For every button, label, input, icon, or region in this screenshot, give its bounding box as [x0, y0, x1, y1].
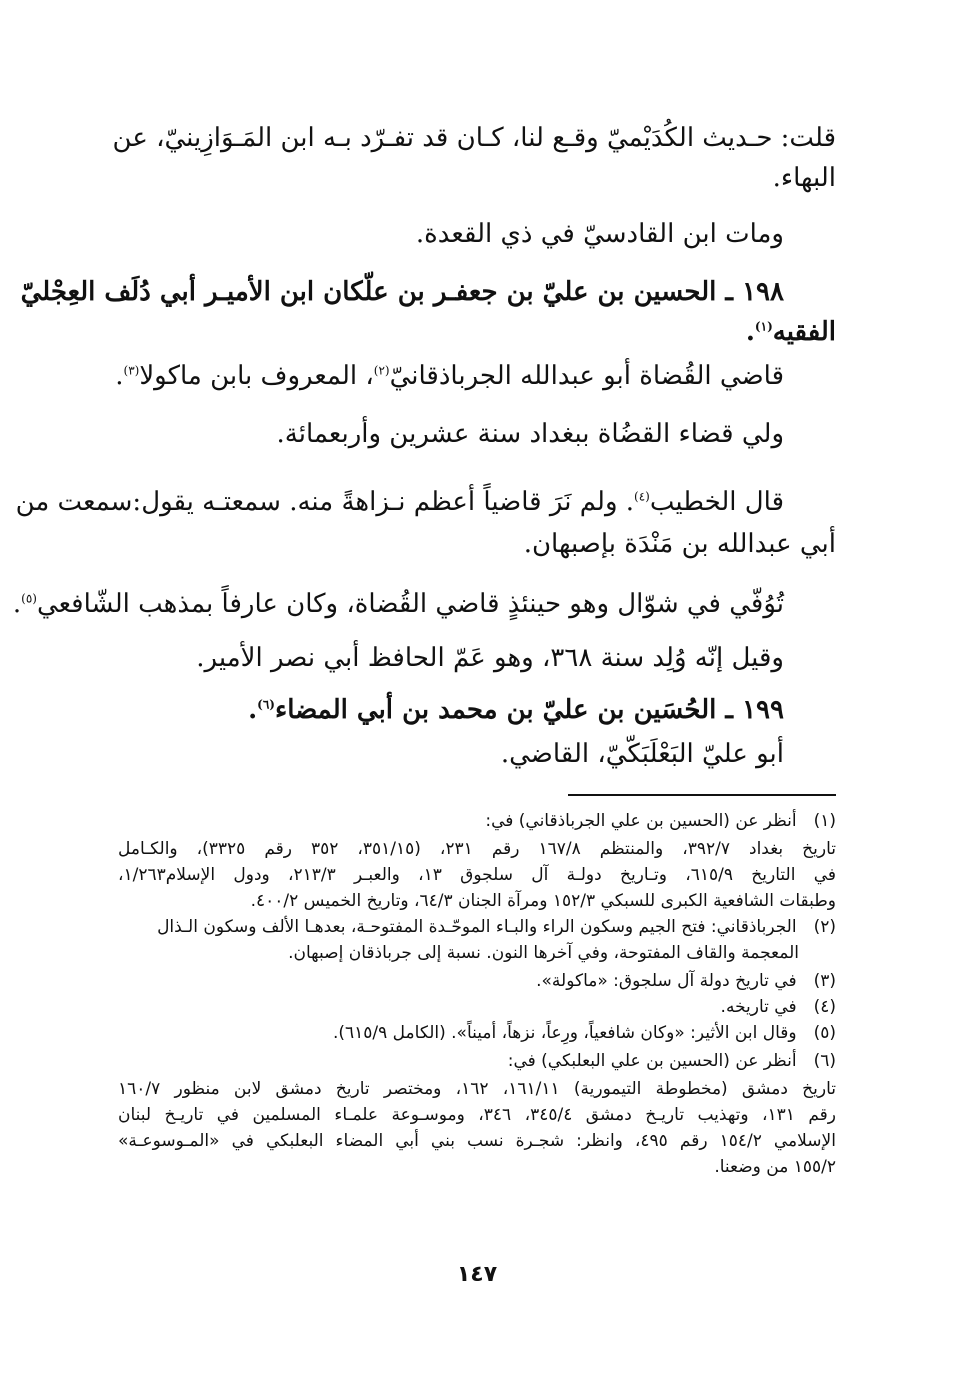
body-text: قال الخطيب — [649, 487, 784, 517]
footnote-ref: (٣) — [123, 363, 140, 378]
body-text: ، المعروف بابن ماكولا — [139, 361, 374, 391]
footnote-text: الجرباذقاني: فتح الجيم وسكون الراء والبـاء الموحّـدة المفتوحـة، بعدهـا الألف وسكون الـذال — [157, 917, 797, 937]
footnote-number: (٤) — [813, 997, 836, 1017]
footnote-number: (٣) — [813, 971, 836, 991]
footnote-separator — [568, 794, 836, 796]
footnote-5 — [118, 1020, 836, 1046]
footnote-text: أنظر عن (الحسين بن علي الجرباذقاني) في: — [485, 811, 797, 831]
footnote-ref: (٤) — [634, 489, 650, 504]
body-line: ومات ابن القادسيّ في ذي القعدة. — [415, 219, 784, 249]
footnote-line: رقم ١٣١، وتهذيب تاريـخ دمشق ٣٤٥/٤، ٣٤٦، وموسـوعة علمـاء المسلمين في تاريـخ لبنان — [118, 1105, 836, 1125]
body-line: تُوُفّي في شوّال وهو حينئذٍ قاضي القُضاة، وكان عارفاً بمذهب الشّافعي$^{(٥)}$. — [12, 589, 784, 619]
footnote-ref: (١) — [754, 319, 773, 334]
footnote-line: ١٥٥/٢ من وضعنا. — [714, 1157, 836, 1177]
footnote-number: (٦) — [813, 1051, 836, 1071]
footnote-ref: (٦) — [257, 697, 275, 712]
entry-heading-199: ١٩٩ ـ الحُسَين بن عليّ بن محمد بن أبي المضاء$^{(٦)}$. — [248, 695, 784, 725]
footnote-text: في تاريخ دولة آل سلجوق: «ماكولة». — [536, 971, 797, 991]
footnote-number: (٢) — [813, 917, 836, 937]
body-line: البهاء. — [772, 163, 836, 193]
footnote-4 — [118, 994, 836, 1020]
heading-text: ١٩٩ ـ الحُسَين بن عليّ بن محمد بن أبي المضاء — [274, 695, 784, 725]
footnote-line: المعجمة والقاف المفتوحة، وفي آخرها النون. نسبة إلى جرباذقان إصبهان. — [288, 943, 799, 963]
page-number: ١٤٧ — [456, 1262, 498, 1287]
footnote-3 — [118, 968, 836, 994]
footnote-1 — [118, 808, 836, 834]
body-line: أبي عبدالله بن مَنْدَة بإصبهان. — [523, 529, 836, 559]
entry-heading-198-cont: الفقيه$^{(١)}$. — [745, 317, 836, 347]
footnote-line: وطبقات الشافعية الكبرى للسبكي ١٥٢/٣ ومرآة الجنان ٦٤/٣، وتاريخ الخميس ٤٠٠/٢. — [250, 891, 836, 911]
footnote-text: في تاريخه. — [720, 997, 797, 1017]
body-line: قاضي القُضاة أبو عبدالله الجرباذقانيّ$^{(٢)}$، المعروف بابن ماكولا$^{(٣)}$. — [115, 361, 784, 391]
body-line: وقيل إنّه وُلِد سنة ٣٦٨، وهو عَمّ الحافظ أبي نصر الأمير. — [196, 643, 784, 673]
heading-text: الفقيه — [772, 317, 836, 347]
footnote-text: وقال ابن الأثير: «وكان شافعياً، ورِعاً، نزهاً، أميناً». (الكامل ٦١٥/٩). — [332, 1023, 797, 1043]
footnote-6 — [118, 1048, 836, 1074]
footnote-line: تاريخ دمشق (مخطوطة التيمورية) ١٦١/١١، ١٦٢، ومختصر تاريخ دمشق لابن منظور ١٦٠/٧ — [118, 1079, 837, 1099]
body-line: أبو عليّ البَعْلَبَكّيّ، القاضي. — [500, 739, 784, 769]
footnote-line: تاريخ بغداد ٣٩٢/٧، والمنتظم ١٦٧/٨ رقم ٢٣١، (٣٥١/١٥، ٣٥٢ رقم ٣٣٢٥)، والكـامل — [118, 839, 836, 859]
body-line — [15, 482, 784, 522]
footnote-ref: (٢) — [373, 363, 390, 378]
entry-heading-198: ١٩٨ ـ الحسين بن عليّ بن جعفـر بن علّكان ابن الأميـر أبي دُلَف العِجْليّ — [20, 277, 784, 307]
body-text: . ولم نَرَ قاضياً أعظم نـزاهةً منه. سمعتـه يقول:سمعت من — [15, 487, 635, 517]
footnote-text: أنظر عن (الحسين بن علي البعلبكي) في: — [507, 1051, 797, 1071]
footnote-number: (٥) — [813, 1023, 836, 1043]
footnote-ref: (٥) — [21, 591, 37, 606]
body-line: قلت: حـديث الكُدَيْميّ وقـع لنا، كـان قد تفـرّد بـه ابن المَـوَازِينيّ، عن — [112, 123, 836, 153]
body-text: قاضي القُضاة أبو عبدالله الجرباذقانيّ — [389, 361, 784, 391]
footnote-2 — [118, 914, 836, 940]
body-text: تُوُفّي في شوّال وهو حينئذٍ قاضي القُضاة، وكان عارفاً بمذهب الشّافعي — [36, 589, 784, 619]
footnote-line: الإسلامي ١٥٤/٢ رقم ٤٩٥، وانظر: شجـرة نسب بني أبي المضاء البعلبكي في «المـوسوعـة» — [118, 1131, 836, 1151]
footnote-line: في التاريخ ٦١٥/٩، وتـاريخ دولـة آل سلجوق ١٣، والعبـر ٢١٣/٣، ودول الإسلام١/٢٦٣، — [118, 865, 837, 885]
footnote-number: (١) — [813, 811, 836, 831]
body-line: ولي قضاء القضُاة ببغداد سنة عشرين وأربعمائة. — [276, 419, 784, 449]
